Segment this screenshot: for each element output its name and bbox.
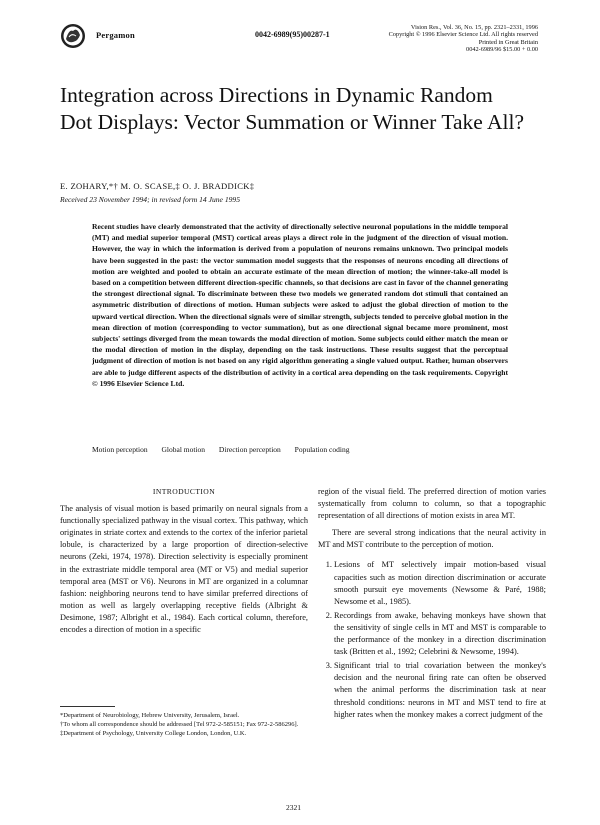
right-column — [318, 486, 546, 723]
publisher-name: Pergamon — [96, 30, 135, 40]
paragraph: There are several strong indications that the neural activity in MT and MST contribute to the perception of motion. — [318, 528, 546, 550]
paragraph: The analysis of visual motion is based primarily on neural signals from a functionally specialized pathway in the visual cortex. This pathway, which originates in striate cortex and extends to the cortex of the inferior parietal lobule, is characterized by a large proportion of direction-selective neurons (Zeki, 1974, 1978). Direction selectivity is especially prominent in the extrastriate middle temporal area (MT or V5) and medial superior temporal area (MST or V6). Neurons in MT are organized in a columnar fashion: neighboring neurons tend to have similar preferred directions of motion as well as largely overlapping receptive fields (Albright & Desimone, 1987; Albright et al., 1984). Each cortical column, therefore, encodes a direction of motion in a specific — [60, 504, 308, 635]
doi-code: 0042-6989(95)00287-1 — [255, 30, 330, 39]
abstract: Recent studies have clearly demonstrated that the activity of directionally selective neuronal populations in the middle temporal (MT) and medial superior temporal (MST) cortical areas plays a direct role in the judgment of the direction of visual motion. However, the way in which the information is derived from a population of neurons remains unknown. Two principal models have been suggested in the past: the vector summation model suggests that the responses of neurons encoding all directions of motion are weighted and pooled to obtain an accurate estimate of the mean direction of motion; the winner-take-all model is based on a competition between different direction-specific channels, so that decisions are cast in favor of the channel generating the strongest directional signal. To discriminate between these two models we generated random dot stimuli that contained an asymmetric distribution of directions of motion. Human subjects were asked to adjust the global direction of motion to the upward vertical direction. When the directional signals were of similar strength, subjects tended to perceive global motion in the mean direction of motion (corresponding to vector summation), but as one directional signal became more prominent, most subjects' settings diverged from the mean towards the modal direction of motion. Some subjects could either match the mean or the modal direction of motion in the display, depending on the task instructions. These results suggest that the perceptual judgment of direction of motion is not based on any rigid algorithm generating a single valued output. Rather, human observers are able to judge different aspects of the distribution of activity in a cortical area depending on the task requirements. Copyright © 1996 Elsevier Science Ltd. — [92, 222, 508, 388]
keyword: Global motion — [161, 445, 206, 454]
keyword: Motion perception — [92, 445, 148, 454]
section-heading: INTRODUCTION — [152, 487, 216, 496]
list-item: 1. Lesions of MT selectively impair motion-based visual capacities such as motion direction discrimination or accurate smooth pursuit eye movements (Newsome & Paré, 1988; Newsome et al., 1985). — [334, 559, 546, 607]
journal-info — [318, 24, 538, 54]
paper-title: Integration across Directions in Dynamic Random Dot Displays: Vector Summation or Winner Take All? — [60, 83, 525, 134]
paragraph: region of the visual field. The preferred direction of motion varies systematically from column to column, so that a topographic representation of all directions of motion exists in area MT. — [318, 487, 546, 521]
journal-info-line: Copyright © 1996 Elsevier Science Ltd. All rights reserved — [388, 31, 538, 39]
evidence-list — [318, 559, 546, 720]
journal-info-line: Printed in Great Britain — [478, 38, 538, 46]
received-dates: Received 23 November 1994; in revised form 14 June 1995 — [60, 195, 241, 204]
journal-info-line: 0042-6989/96 $15.00 + 0.00 — [466, 46, 538, 54]
journal-info-line: Vision Res., Vol. 36, No. 15, pp. 2321–2331, 1996 — [410, 24, 538, 31]
page-number: 2321 — [286, 803, 301, 812]
authors: E. ZOHARY,*† M. O. SCASE,‡ O. J. BRADDICK‡ — [60, 181, 255, 191]
publisher-logo-icon — [60, 23, 86, 49]
footnote-rule — [60, 706, 115, 707]
keyword: Population coding — [294, 445, 350, 454]
list-item: 2. Recordings from awake, behaving monkeys have shown that the sensitivity of single cells in MT and MST is comparable to the performance of the monkey in a direction discrimination task (Britten et al., 1992; Celebrini & Newsome, 1994). — [334, 610, 546, 658]
list-item: 3. Significant trial to trial covariation between the monkey's decision and the neuronal firing rate can often be observed when the animal performs the discrimination task at near threshold conditions: neurons in MT and MST tend to fire at higher rates when the monkey makes a correct judgment of the — [334, 660, 546, 720]
keyword: Direction perception — [218, 445, 281, 454]
footnote: *Department of Neurobiology, Hebrew University, Jerusalem, Israel. — [60, 712, 240, 719]
footnote: †To whom all correspondence should be addressed [Tel 972-2-585151; Fax 972-2-586296]. — [60, 721, 299, 729]
footnotes — [60, 711, 310, 739]
left-column — [60, 486, 308, 636]
keywords — [92, 445, 361, 454]
footnote: ‡Department of Psychology, University College London, London, U.K. — [60, 730, 247, 738]
